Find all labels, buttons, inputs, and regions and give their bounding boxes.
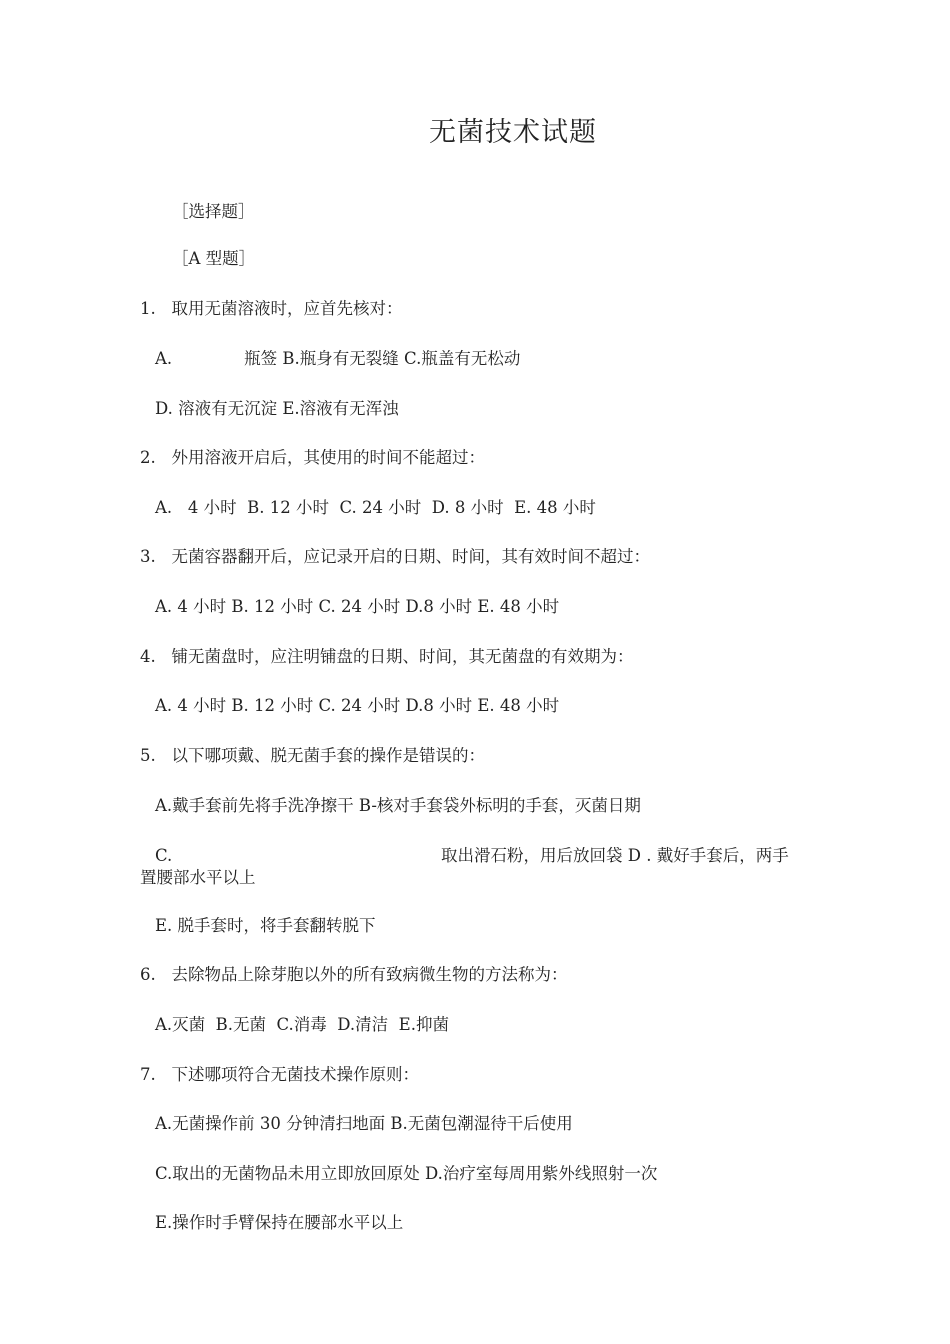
question-4	[140, 646, 634, 668]
question-5	[140, 745, 485, 767]
question-2	[140, 447, 485, 469]
question-number: 3.	[140, 547, 156, 566]
q5-option-c-label: C.	[155, 846, 173, 865]
q1-option-d-line: D. 溶液有无沉淀 E.溶液有无浑浊	[155, 399, 399, 418]
q7-option-cd-line: C.取出的无菌物品未用立即放回原处 D.治疗室每周用紫外线照射一次	[155, 1164, 658, 1183]
q1-option-a-line	[155, 348, 520, 370]
option-text: 瓶签 B.瓶身有无裂缝 C.瓶盖有无松动	[244, 349, 521, 368]
question-stem: 外用溶液开启后，其使用的时间不能超过：	[171, 448, 485, 467]
question-number: 5.	[140, 746, 156, 765]
question-number: 4.	[140, 647, 156, 666]
question-number: 2.	[140, 448, 156, 467]
q6-options-line: A.灭菌 B.无菌 C.消毒 D.清洁 E.抑菌	[155, 1015, 449, 1034]
option-label: A.	[155, 349, 173, 368]
section-choice-heading: ［选择题］	[172, 202, 255, 221]
question-number: 6.	[140, 965, 156, 984]
q5-option-c-text: 取出滑石粉，用后放回袋 D . 戴好手套后，两手	[441, 846, 789, 865]
question-stem: 无菌容器翻开后，应记录开启的日期、时间，其有效时间不超过：	[171, 547, 650, 566]
question-number: 1.	[140, 299, 156, 318]
document-title: 无菌技术试题	[429, 117, 597, 148]
q2-options-line: A. 4 小时 B. 12 小时 C. 24 小时 D. 8 小时 E. 48 小时	[155, 498, 596, 517]
question-7	[140, 1064, 419, 1086]
question-stem: 铺无菌盘时，应注明铺盘的日期、时间，其无菌盘的有效期为：	[171, 647, 634, 666]
question-stem: 下述哪项符合无菌技术操作原则：	[171, 1065, 419, 1084]
question-stem: 去除物品上除芽胞以外的所有致病微生物的方法称为：	[171, 965, 568, 984]
question-6	[140, 964, 568, 986]
q7-option-e-line: E.操作时手臂保持在腰部水平以上	[155, 1213, 404, 1232]
question-stem: 取用无菌溶液时，应首先核对：	[171, 299, 403, 318]
question-3	[140, 546, 650, 568]
q5-option-ab-line: A.戴手套前先将手洗净擦干 B-核对手套袋外标明的手套，灭菌日期	[155, 796, 641, 815]
q7-option-ab-line: A.无菌操作前 30 分钟清扫地面 B.无菌包潮湿待干后使用	[155, 1114, 573, 1133]
q4-options-line: A. 4 小时 B. 12 小时 C. 24 小时 D.8 小时 E. 48 小时	[155, 696, 560, 715]
question-stem: 以下哪项戴、脱无菌手套的操作是错误的：	[171, 746, 485, 765]
question-1	[140, 298, 403, 320]
q3-options-line: A. 4 小时 B. 12 小时 C. 24 小时 D.8 小时 E. 48 小时	[155, 597, 560, 616]
q5-option-c-continuation: 置腰部水平以上	[140, 868, 256, 887]
section-a-type-heading: ［A 型题］	[172, 249, 256, 268]
question-number: 7.	[140, 1065, 156, 1084]
q5-option-e-line: E. 脱手套时，将手套翻转脱下	[155, 916, 376, 935]
